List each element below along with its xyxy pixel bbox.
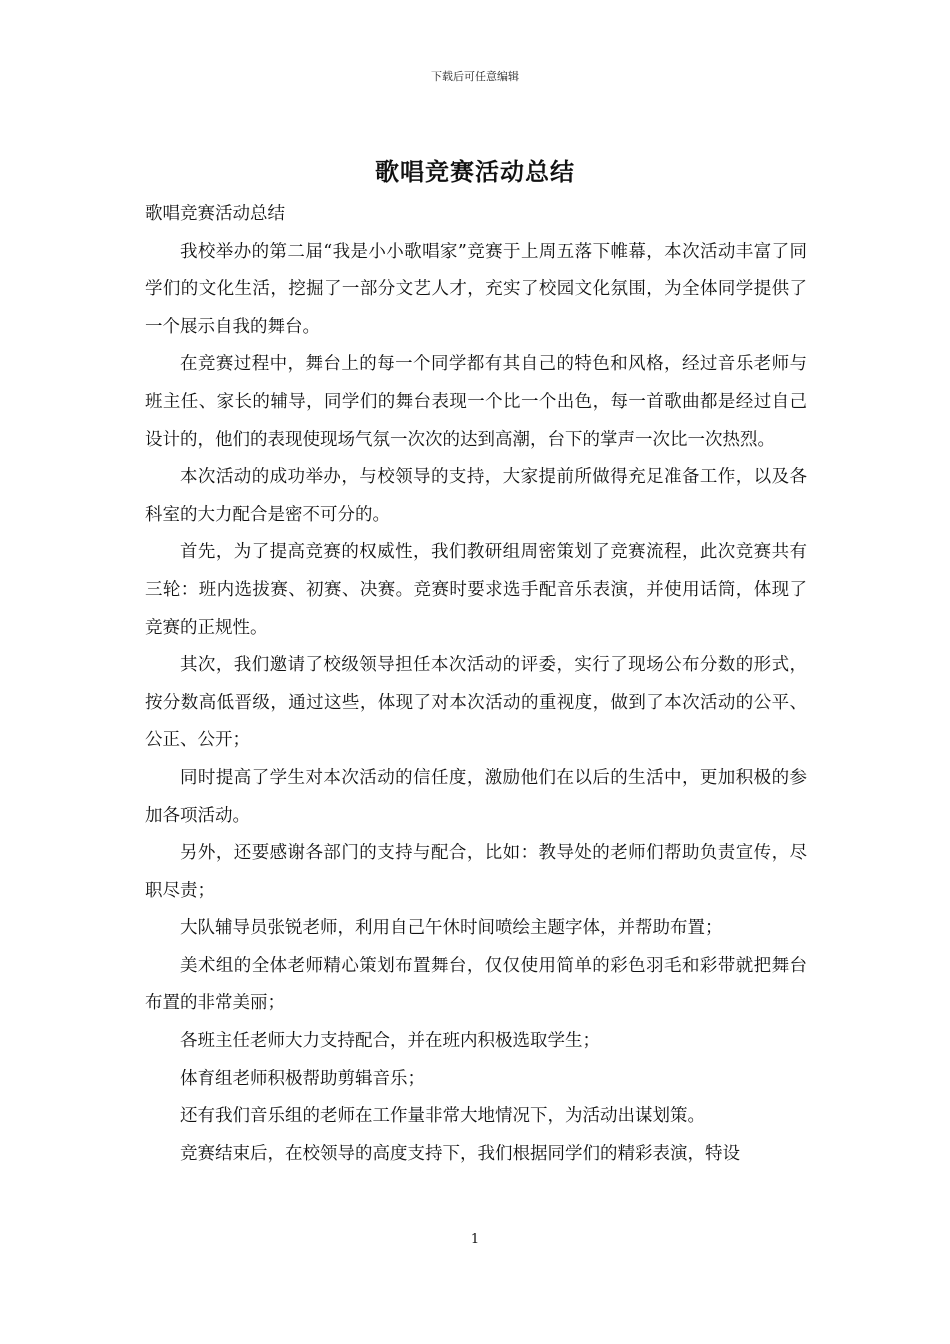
document-subtitle: 歌唱竞赛活动总结	[145, 204, 285, 224]
body-paragraph: 各班主任老师大力支持配合，并在班内积极选取学生；	[180, 1031, 600, 1052]
body-paragraph: 竞赛结束后，在校领导的高度支持下，我们根据同学们的精彩表演，特设	[180, 1143, 740, 1164]
body-paragraph: 首先，为了提高竞赛的权威性，我们教研组周密策划了竞赛流程，此次竞赛共有三轮：班内选拔赛、初赛、决赛。竞赛时要求选手配音乐表演，并使用话筒，体现了竞赛的正规性。	[145, 542, 807, 638]
body-paragraph: 体育组老师积极帮助剪辑音乐；	[180, 1068, 425, 1089]
body-paragraph: 同时提高了学生对本次活动的信任度，激励他们在以后的生活中，更加积极的参加各项活动。	[145, 767, 807, 826]
document-body	[145, 196, 807, 1173]
body-paragraph: 我校举办的第二届“我是小小歌唱家”竞赛于上周五落下帷幕，本次活动丰富了同学们的文化生活，挖掘了一部分文艺人才，充实了校园文化氛围，为全体同学提供了一个展示自我的舞台。	[145, 241, 807, 337]
body-paragraph: 还有我们音乐组的老师在工作量非常大地情况下，为活动出谋划策。	[180, 1106, 705, 1127]
body-paragraph: 另外，还要感谢各部门的支持与配合，比如：教导处的老师们帮助负责宣传，尽职尽责；	[145, 843, 807, 901]
body-paragraph: 本次活动的成功举办，与校领导的支持，大家提前所做得充足准备工作，以及各科室的大力配合是密不可分的。	[145, 467, 807, 525]
body-paragraph: 大队辅导员张锐老师，利用自己午休时间喷绘主题字体，并帮助布置；	[180, 918, 723, 939]
body-paragraph: 在竞赛过程中，舞台上的每一个同学都有其自己的特色和风格，经过音乐老师与班主任、家长的辅导，同学们的舞台表现一个比一个出色，每一首歌曲都是经过自己设计的，他们的表现使现场气氛一次次的达到高潮，台下的掌声一次比一次热烈。	[145, 354, 807, 450]
body-paragraph: 其次，我们邀请了校级领导担任本次活动的评委，实行了现场公布分数的形式，按分数高低晋级，通过这些，体现了对本次活动的重视度，做到了本次活动的公平、公正、公开；	[145, 655, 807, 751]
document-title: 歌唱竞赛活动总结	[375, 157, 575, 186]
page-header-note: 下载后可任意编辑	[431, 70, 519, 83]
page-number: 1	[470, 1232, 480, 1247]
body-paragraph: 美术组的全体老师精心策划布置舞台，仅仅使用简单的彩色羽毛和彩带就把舞台布置的非常美丽；	[145, 955, 807, 1014]
